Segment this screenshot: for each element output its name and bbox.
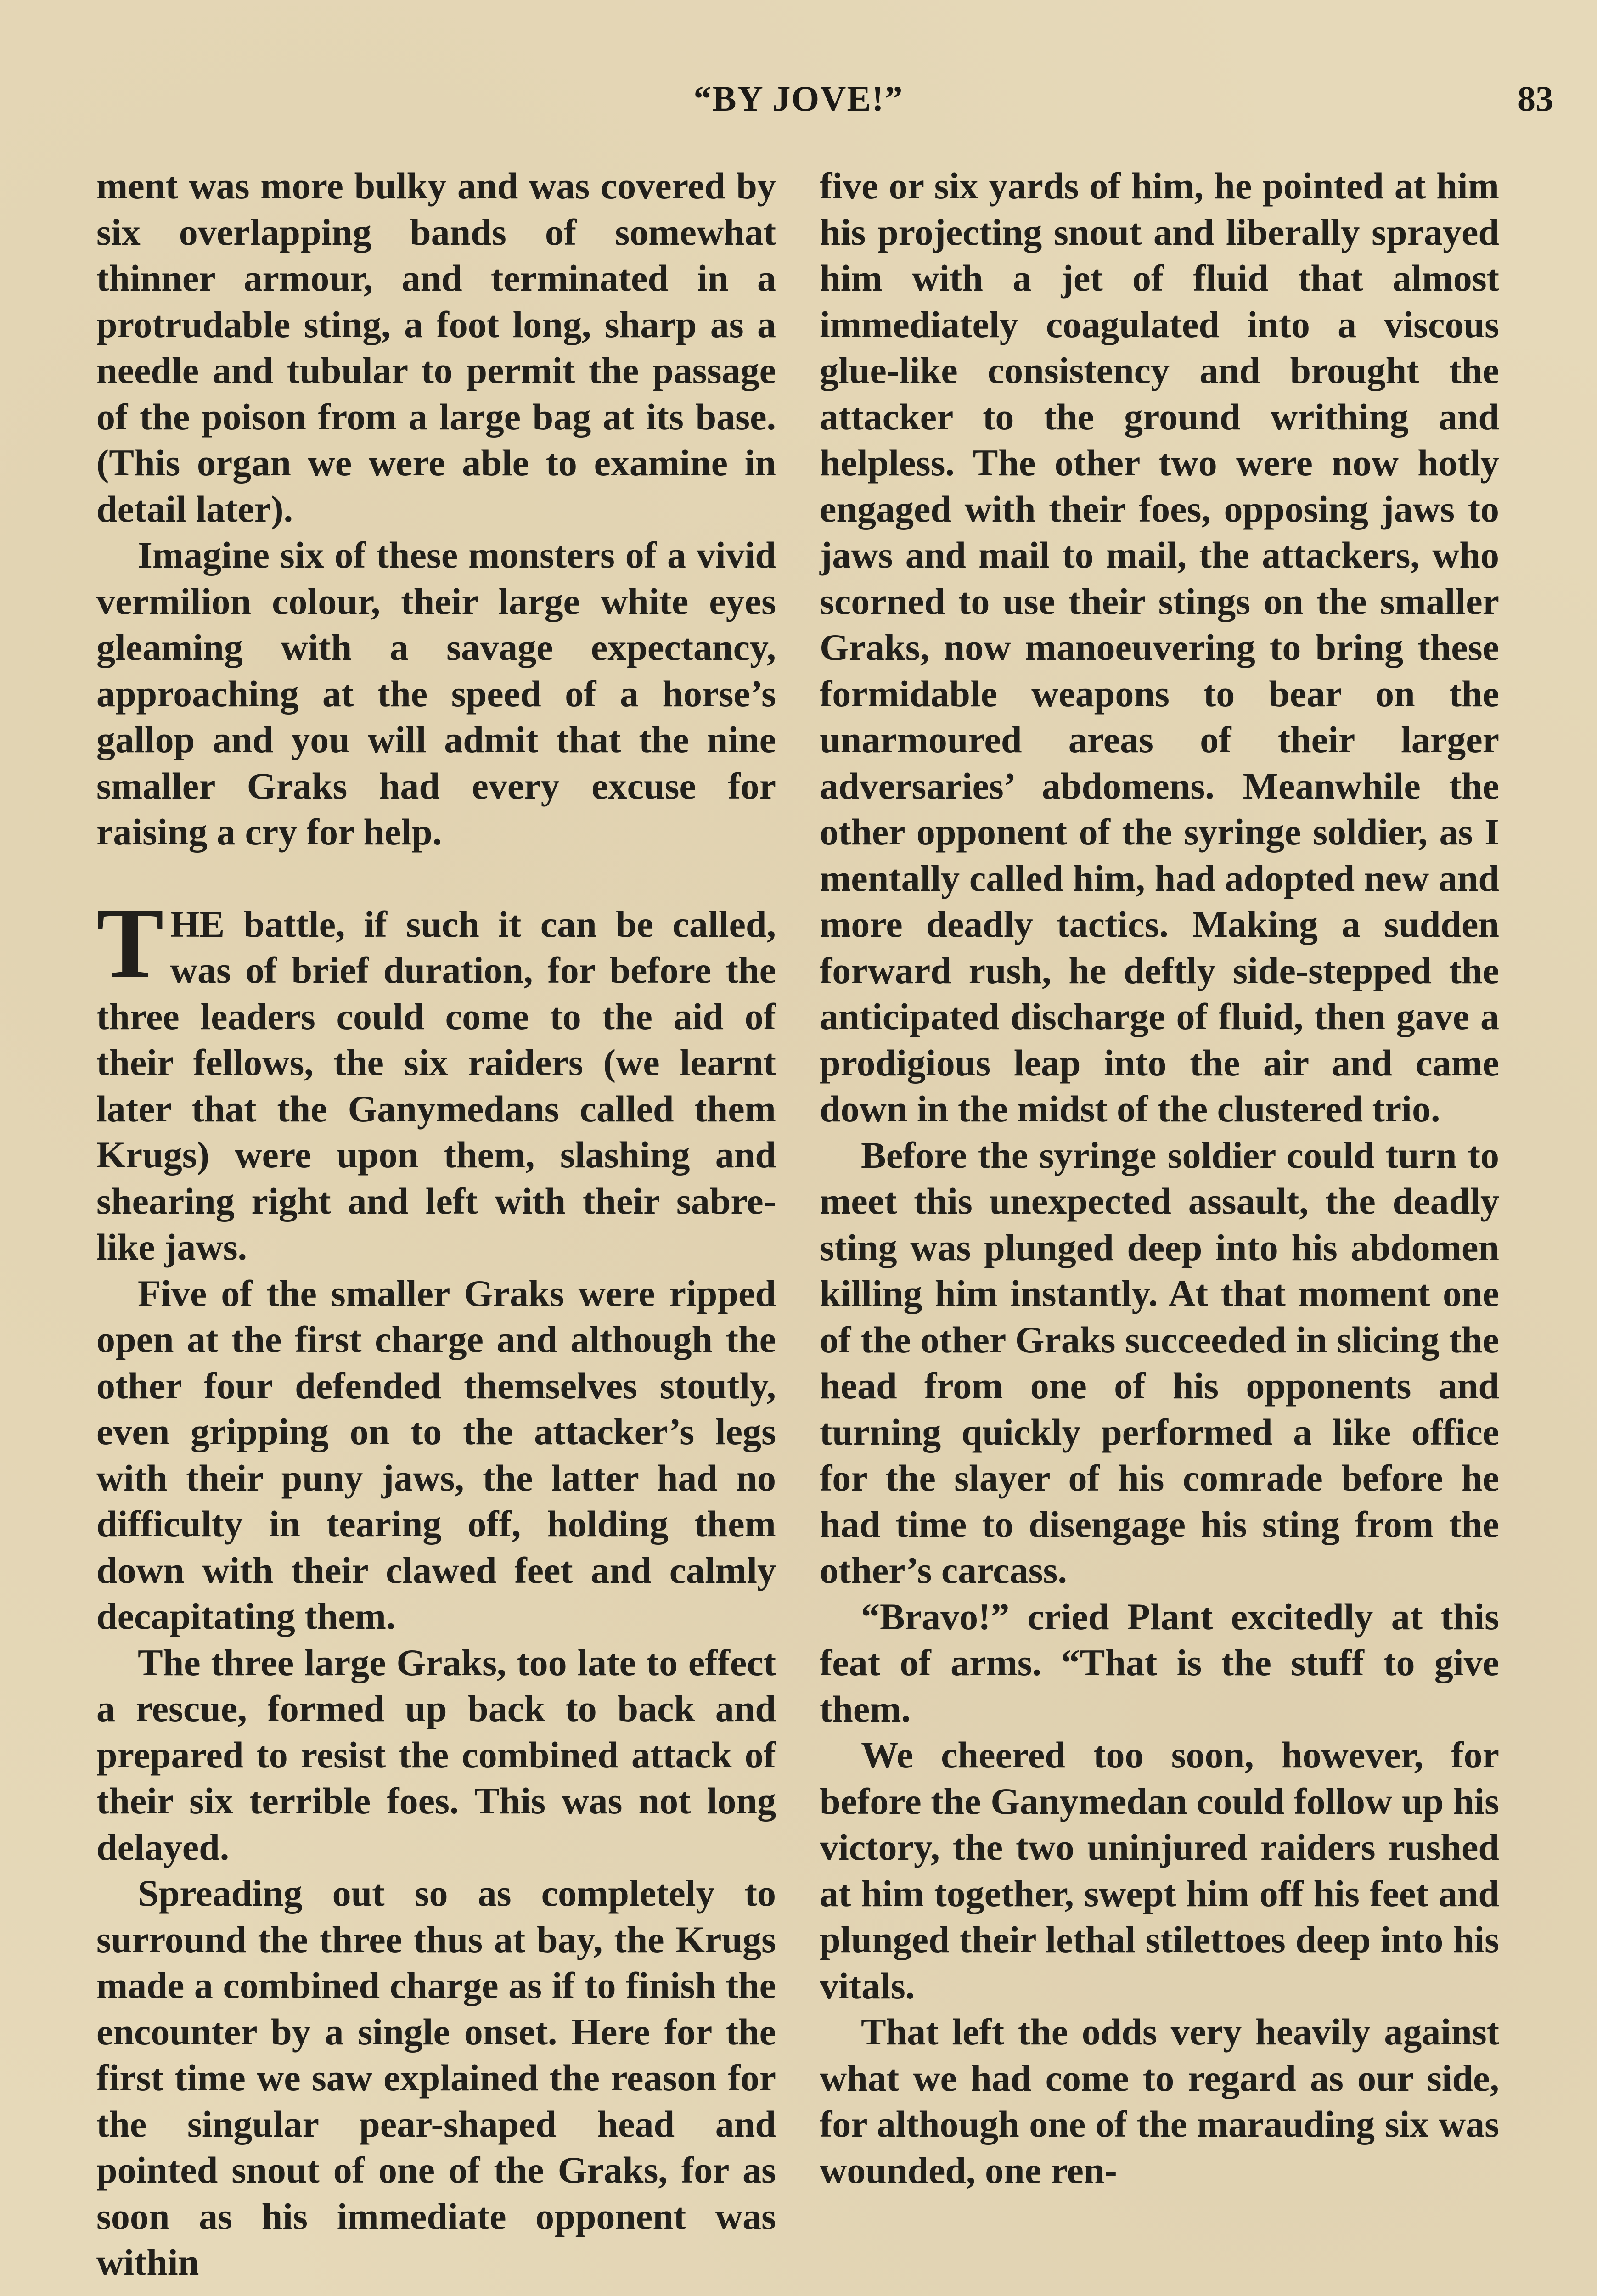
right-column (820, 163, 1499, 2194)
paragraph: We cheered too soon, however, for before the Ganymedan could follow up his victory, the two uninjured raiders rushed at him together, swept him off his feet and plunged their lethal stilettoes deep into his vitals. (820, 1734, 1499, 2007)
paragraph: “Bravo!” cried Plant excitedly at this feat of arms. “That is the stuff to give them. (820, 1595, 1499, 1730)
paragraph-with-drop-cap (96, 886, 776, 1271)
paragraph: Spreading out so as completely to surround the three thus at bay, the Krugs made a combined charge as if to finish the encounter by a single onset. Here for the first time we saw explained the reason for the singular pear-shaped head and pointed snout of one of the Graks, for as soon as his immediate opponent was within (96, 1872, 776, 2283)
running-title: “BY JOVE!” (693, 79, 904, 118)
drop-cap: T (96, 886, 164, 999)
paragraph: Five of the smaller Graks were ripped open at the first charge and although the other four defended themselves stoutly, even gripping on to the attacker’s legs with their puny jaws, the latter had no difficulty in tearing off, holding them down with their clawed feet and calmly decapitating them. (96, 1272, 776, 1637)
paragraph: That left the odds very heavily against what we had come to regard as our side, for although one of the marauding six was wounded, one ren- (820, 2011, 1499, 2191)
left-column (96, 163, 776, 2286)
paragraph: The three large Graks, too late to effect a rescue, formed up back to back and prepared to resist the combined attack of their six terrible foes. This was not long delayed. (96, 1641, 776, 1868)
paragraph: Before the syringe soldier could turn to meet this unexpected assault, the deadly sting was plunged deep into his abdomen killing him instantly. At that moment one of the other Graks succeeded in slicing the head from one of his opponents and turning quickly performed a like office for the slayer of his comrade before he had time to disengage his sting from the other’s carcass. (820, 1134, 1499, 1591)
paragraph: Imagine six of these monsters of a vivid vermilion colour, their large white eyes gleaming with a savage expectancy, approaching at the speed of a horse’s gallop and you will admit that the nine smaller Graks had every excuse for raising a cry for help. (96, 534, 776, 853)
page-header (0, 78, 1597, 129)
page-number: 83 (1518, 79, 1553, 118)
paragraph-text: HE battle, if such it can be called, was of brief duration, for before the three leaders could come to the aid of their fellows, the six raiders (we learnt later that the Ganymedans called them Krugs) were upon them, slashing and shearing right and left with their sabre-like jaws. (96, 903, 776, 1268)
paragraph: five or six yards of him, he pointed at him his projecting snout and liberally sprayed him with a jet of fluid that almost immediately coagulated into a viscous glue-like consistency and brought the attacker to the ground writhing and helpless. The other two were now hotly engaged with their foes, opposing jaws to jaws and mail to mail, the attackers, who scorned to use their stings on the smaller Graks, now manoeuvering to bring these formidable weapons to bear on the unarmoured areas of their larger adversaries’ abdomens. Meanwhile the other opponent of the syringe soldier, as I mentally called him, had adopted new and more deadly tactics. Making a sudden forward rush, he deftly side-stepped the anticipated discharge of fluid, then gave a prodigious leap into the air and came down in the midst of the clustered trio. (820, 165, 1499, 1130)
paragraph: ment was more bulky and was covered by six overlapping bands of somewhat thinner armour, and terminated in a protrudable sting, a foot long, sharp as a needle and tubular to permit the passage of the poison from a large bag at its base. (This organ we were able to examine in detail later). (96, 165, 776, 530)
